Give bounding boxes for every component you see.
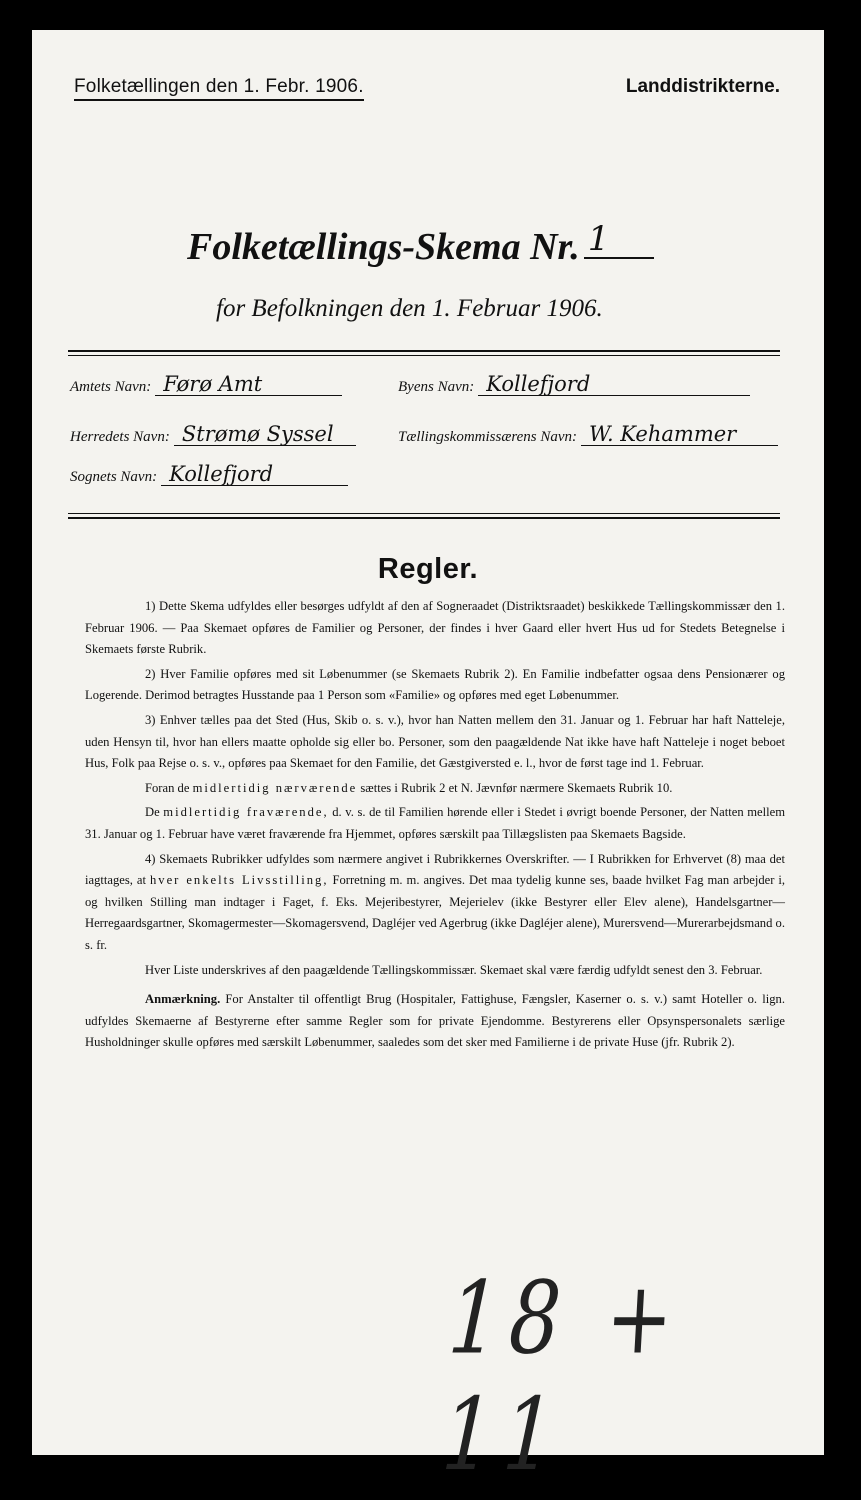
by-value: Kollefjord: [478, 373, 750, 396]
by-label: Byens Navn:: [398, 379, 475, 395]
amt-value: Førø Amt: [155, 373, 342, 396]
rule-3-absent-a: De: [145, 805, 160, 820]
rules-body: [85, 596, 785, 1057]
amt-field: [70, 373, 342, 396]
rule-3-absent-b: d. v. s. de til Familien hørende eller i Stedet i øvrigt boende Personer, der Natten mellem 31. Januar og 1. Februar have været fraværende fra Hjemmet, opføres særskilt paa Tillægslisten paa Skemaets Bagside.: [85, 805, 785, 841]
sogn-field: [70, 463, 348, 486]
amt-label: Amtets Navn:: [70, 379, 152, 395]
rule-note-title: Anmærkning.: [145, 992, 221, 1007]
header-district-type: Landdistrikterne.: [625, 76, 780, 97]
form-subtitle: for Befolkningen den 1. Februar 1906.: [216, 295, 603, 322]
form-number-value: 1: [587, 219, 610, 259]
rule-3-present-a: Foran de: [145, 780, 190, 795]
herred-label: Herredets Navn:: [70, 429, 170, 445]
rule-note: [85, 989, 785, 1054]
header-census-date: Folketællingen den 1. Febr. 1906.: [74, 76, 364, 101]
rule-4: [85, 849, 785, 957]
rule-4-spaced: hver enkelts Livsstilling,: [149, 873, 329, 888]
form-title-text: Folketællings-Skema Nr.: [187, 226, 580, 268]
rule-3-present-spaced: midlertidig nærværende: [192, 780, 358, 795]
herred-value: Strømø Syssel: [174, 423, 356, 446]
rule-1: 1) Dette Skema udfyldes eller besørges udfyldt af den af Sogneraadet (Distriktsraadet) beskikkede Tællingskommissær den 1. Februar 1906. — Paa Skemaet opføres de Familier og Personer, der findes i hver Gaard eller hvert Hus ud for Stedets Betegnelse i Skemaets første Rubrik.: [85, 599, 785, 657]
sogn-value: Kollefjord: [161, 463, 348, 486]
kommissaer-label: Tællingskommissærens Navn:: [398, 429, 578, 445]
by-field: [398, 373, 750, 396]
rule-4-b: Forretning m. m. angives. Det maa tydelig kunne ses, baade hvilket Fag man arbejder i, og hvilken Stilling man indtager i Faget, f. Eks. Mejeribestyrer, Mejerielev (ikke Bestyrer eller Elev alene), Handelsgartner—Herregaardsgartner, Skomagermester—Skomagersvend, Dagléjer ved Agerbrug (ikke Dagléjer alene), Murersvend—Murerarbejdsmand o. s. fr.: [85, 873, 786, 952]
rule-3-present-b: sættes i Rubrik 2 et N. Jævnfør nærmere Skemaets Rubrik 10.: [360, 780, 673, 795]
top-divider: [68, 350, 780, 352]
sogn-label: Sognets Navn:: [70, 469, 158, 485]
form-number-field: [584, 219, 654, 259]
rule-signature: Hver Liste underskrives af den paagældende Tællingskommissær. Skemaet skal være færdig udfyldt senest den 3. Februar.: [145, 962, 763, 977]
form-title: [187, 219, 654, 269]
rule-note-text: For Anstalter til offentligt Brug (Hospitaler, Fattighuse, Fængsler, Kaserner o. s. v.) samt Hoteller o. lign. udfyldes Skemaerne af Bestyrerne efter samme Regler som for private Ejendomme. Bestyrerens eller Opsynspersonalets særlige Husholdninger skulle opføres med særskilt Løbenummer, saaledes som det sker med Familierne i de private Huse (jfr. Rubrik 2).: [85, 992, 785, 1050]
bottom-divider-thin: [68, 513, 780, 514]
rule-4-a: 4) Skemaets Rubrikker udfyldes som nærmere angivet i Rubrikkernes Overskrifter. — I Rubrikken for Erhvervet (8) maa det iagttages, at: [85, 851, 785, 888]
rule-3-present: [85, 778, 785, 800]
kommissaer-value: W. Kehammer: [581, 423, 778, 446]
rules-heading: Regler.: [377, 553, 479, 585]
bottom-divider: [68, 517, 780, 519]
kommissaer-field: [398, 423, 778, 446]
rule-3-absent-spaced: midlertidig fraværende,: [163, 805, 329, 820]
top-divider-thin: [68, 355, 780, 356]
handwritten-count-note: 18 + 11: [438, 1260, 687, 1493]
rule-2: 2) Hver Familie opføres med sit Løbenummer (se Skemaets Rubrik 2). En Familie indbefatter ogsaa dens Pensionærer og Logerende. Derimod betragtes Husstande paa 1 Person som «Familie» og opføres med eget Løbenummer.: [85, 666, 785, 703]
rule-3-absent: [85, 802, 785, 845]
herred-field: [70, 423, 356, 446]
rule-3: 3) Enhver tælles paa det Sted (Hus, Skib o. s. v.), hvor han Natten mellem den 31. Januar og 1. Februar har haft Natteleje, uden Hensyn til, hvor han ellers maatte opholde sig eller bo. Personer, som den paagældende Nat ikke have haft Natteleje i noget beboet Hus, Folk paa Rejse o. s. v., opføres paa Skemaet for den Familie, det Gæstgiversted e. l., hvor de først tage ind 1. Februar.: [85, 712, 785, 771]
census-form-page: [32, 30, 824, 1493]
